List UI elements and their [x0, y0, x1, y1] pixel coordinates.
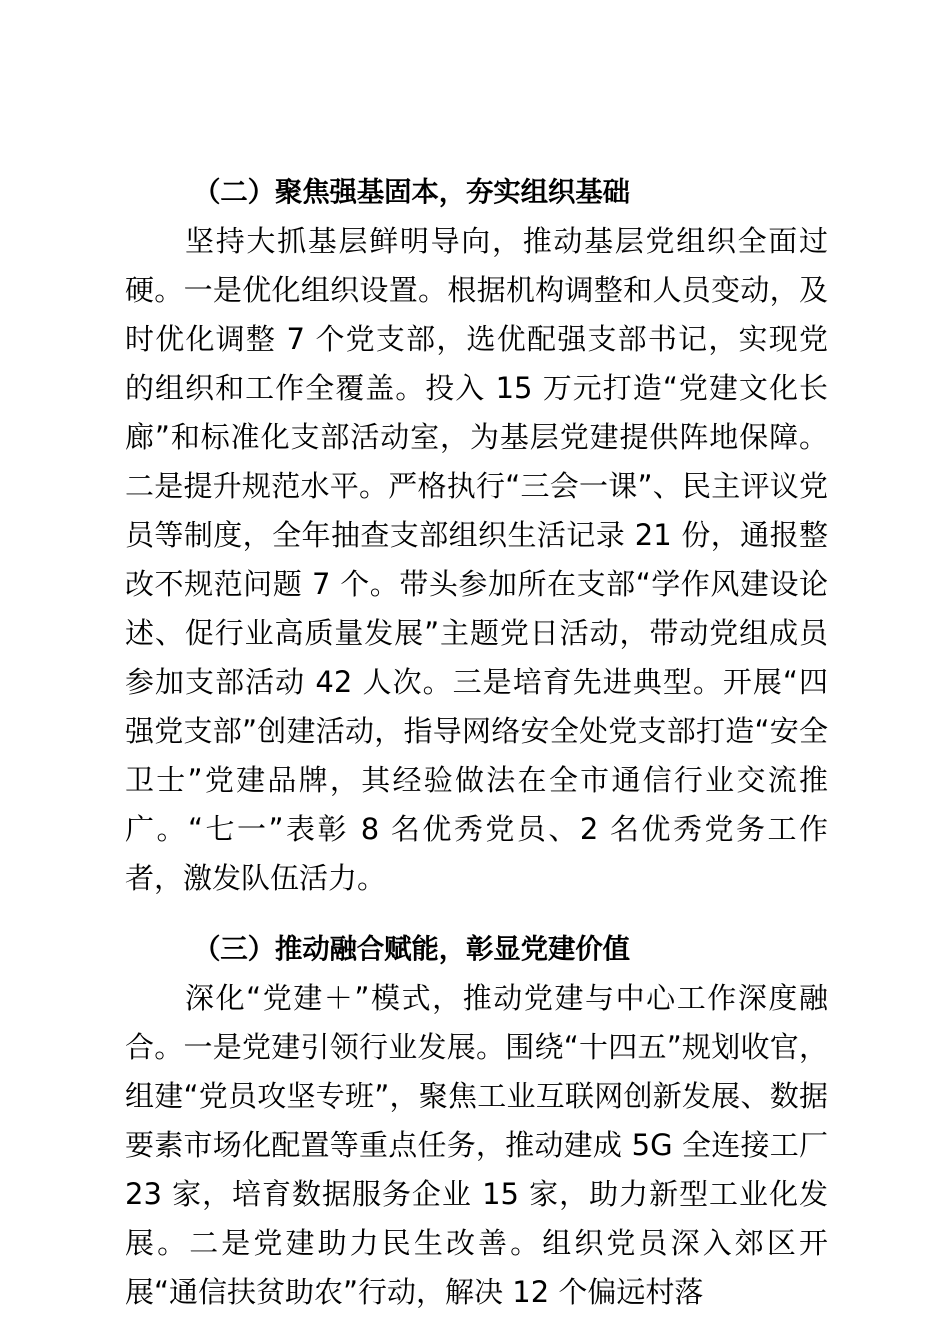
section-paragraph-three: 深化“党建＋”模式，推动党建与中心工作深度融合。一是党建引领行业发展。围绕“十四五”规划收官，组建“党员攻坚专班”，聚焦工业互联网创新发展、数据要素市场化配置等重点任务，推动建成 5G 全连接工厂 23 家，培育数据服务企业 15 家，助力新型工业化发展。二是党建助力民生改善。组织党员深入郊区开展“通信扶贫助农”行动，解决 12 个偏远村落: [125, 981, 828, 1309]
section-heading-two: （二）聚焦强基固本，夯实组织基础: [193, 176, 630, 208]
section-heading-three: （三）推动融合赋能，彰显党建价值: [193, 933, 630, 965]
document-body: [125, 168, 828, 1317]
section-paragraph-two: 坚持大抓基层鲜明导向，推动基层党组织全面过硬。一是优化组织设置。根据机构调整和人员变动，及时优化调整 7 个党支部，选优配强支部书记，实现党的组织和工作全覆盖。投入 15 万元打造“党建文化长廊”和标准化支部活动室，为基层党建提供阵地保障。二是提升规范水平。严格执行“三会一课”、民主评议党员等制度，全年抽查支部组织生活记录 21 份，通报整改不规范问题 7 个。带头参加所在支部“学作风建设论述、促行业高质量发展”主题党日活动，带动党组成员参加支部活动 42 人次。三是培育先进典型。开展“四强党支部”创建活动，指导网络安全处党支部打造“安全卫士”党建品牌，其经验做法在全市通信行业交流推广。“七一”表彰 8 名优秀党员、2 名优秀党务工作者，激发队伍活力。: [125, 224, 828, 895]
